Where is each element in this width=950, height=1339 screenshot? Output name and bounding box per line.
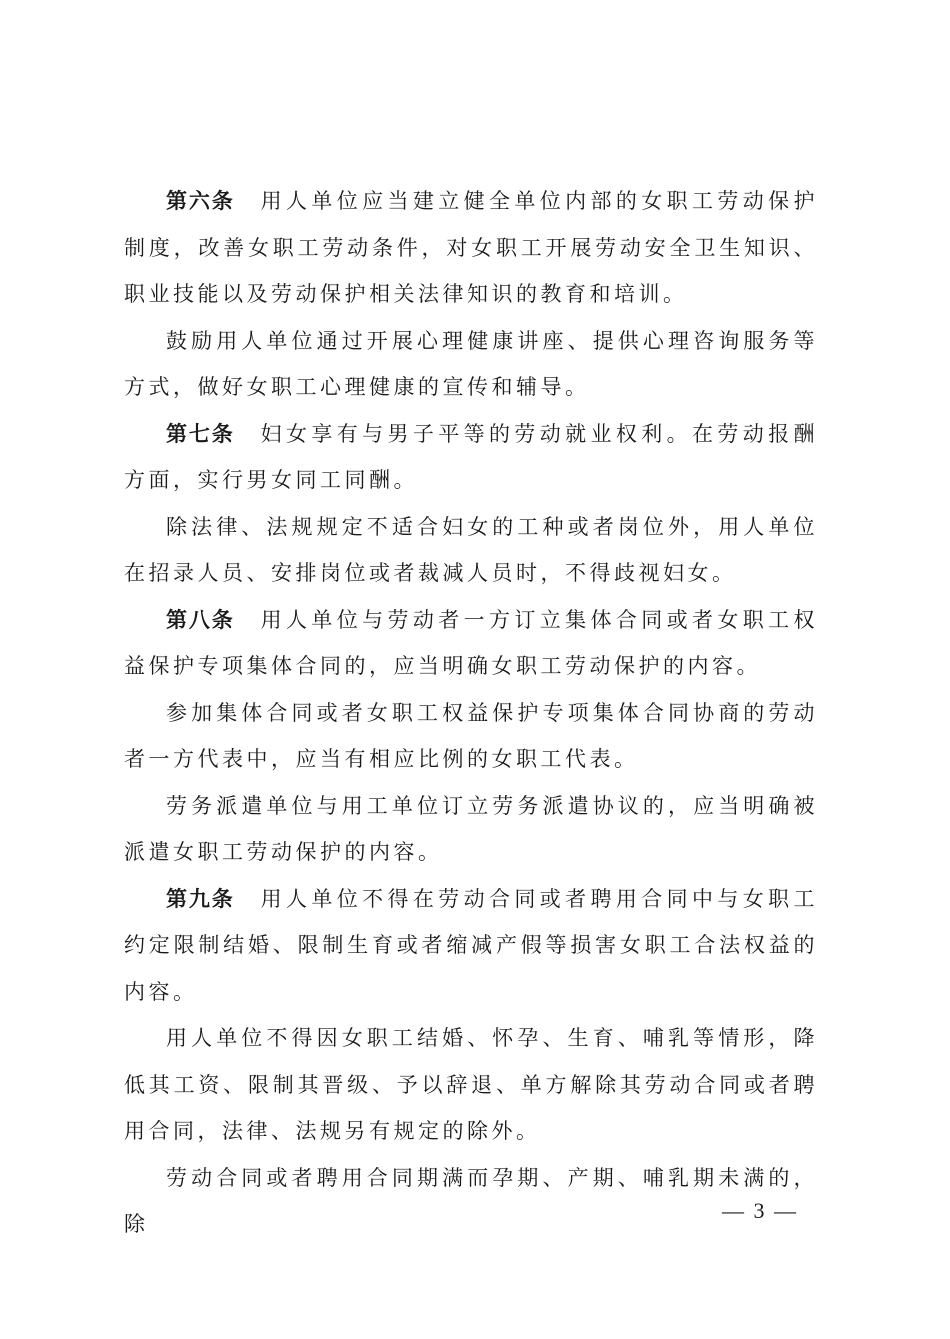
paragraph-text: 用人单位不得在劳动合同或者聘用合同中与女职工约定限制结婚、限制生育或者缩减产假等损害女职工合法权益的内容。 [124, 886, 818, 1004]
paragraph-article-9 [124, 876, 818, 1016]
paragraph-text: 劳动合同或者聘用合同期满而孕期、产期、哺乳期未满的，除 [124, 1165, 818, 1236]
paragraph-article-7 [124, 411, 818, 504]
paragraph-text: 用人单位不得因女职工结婚、怀孕、生育、哺乳等情形，降低其工资、限制其晋级、予以辞退、单方解除其劳动合同或者聘用合同，法律、法规另有规定的除外。 [124, 1026, 818, 1143]
paragraph-text: 用人单位应当建立健全单位内部的女职工劳动保护制度，改善女职工劳动条件，对女职工开展劳动安全卫生知识、职业技能以及劳动保护相关法律知识的教育和培训。 [124, 189, 818, 306]
paragraph-text: 用人单位与劳动者一方订立集体合同或者女职工权益保护专项集体合同的，应当明确女职工劳动保护的内容。 [124, 607, 818, 678]
paragraph [124, 690, 818, 783]
paragraph-article-6 [124, 178, 818, 318]
article-number-8: 第八条 [166, 607, 235, 632]
paragraph [124, 783, 818, 876]
paragraph [124, 318, 818, 411]
paragraph-text: 妇女享有与男子平等的劳动就业权利。在劳动报酬方面，实行男女同工同酬。 [124, 421, 818, 492]
article-number-9: 第九条 [166, 886, 235, 911]
paragraph-text: 除法律、法规规定不适合妇女的工种或者岗位外，用人单位在招录人员、安排岗位或者裁减人员时，不得歧视妇女。 [124, 514, 818, 585]
article-number-6: 第六条 [166, 189, 235, 213]
page-number: — 3 — [722, 1198, 798, 1223]
paragraph-text: 劳务派遣单位与用工单位订立劳务派遣协议的，应当明确被派遣女职工劳动保护的内容。 [124, 793, 818, 864]
article-number-7: 第七条 [166, 421, 235, 446]
paragraph [124, 504, 818, 597]
paragraph-article-8 [124, 597, 818, 690]
paragraph-text: 鼓励用人单位通过开展心理健康讲座、提供心理咨询服务等方式，做好女职工心理健康的宣传和辅导。 [124, 328, 818, 399]
document-body [124, 178, 818, 1248]
paragraph [124, 1015, 818, 1155]
paragraph-text: 参加集体合同或者女职工权益保护专项集体合同协商的劳动者一方代表中，应当有相应比例的女职工代表。 [124, 700, 818, 771]
